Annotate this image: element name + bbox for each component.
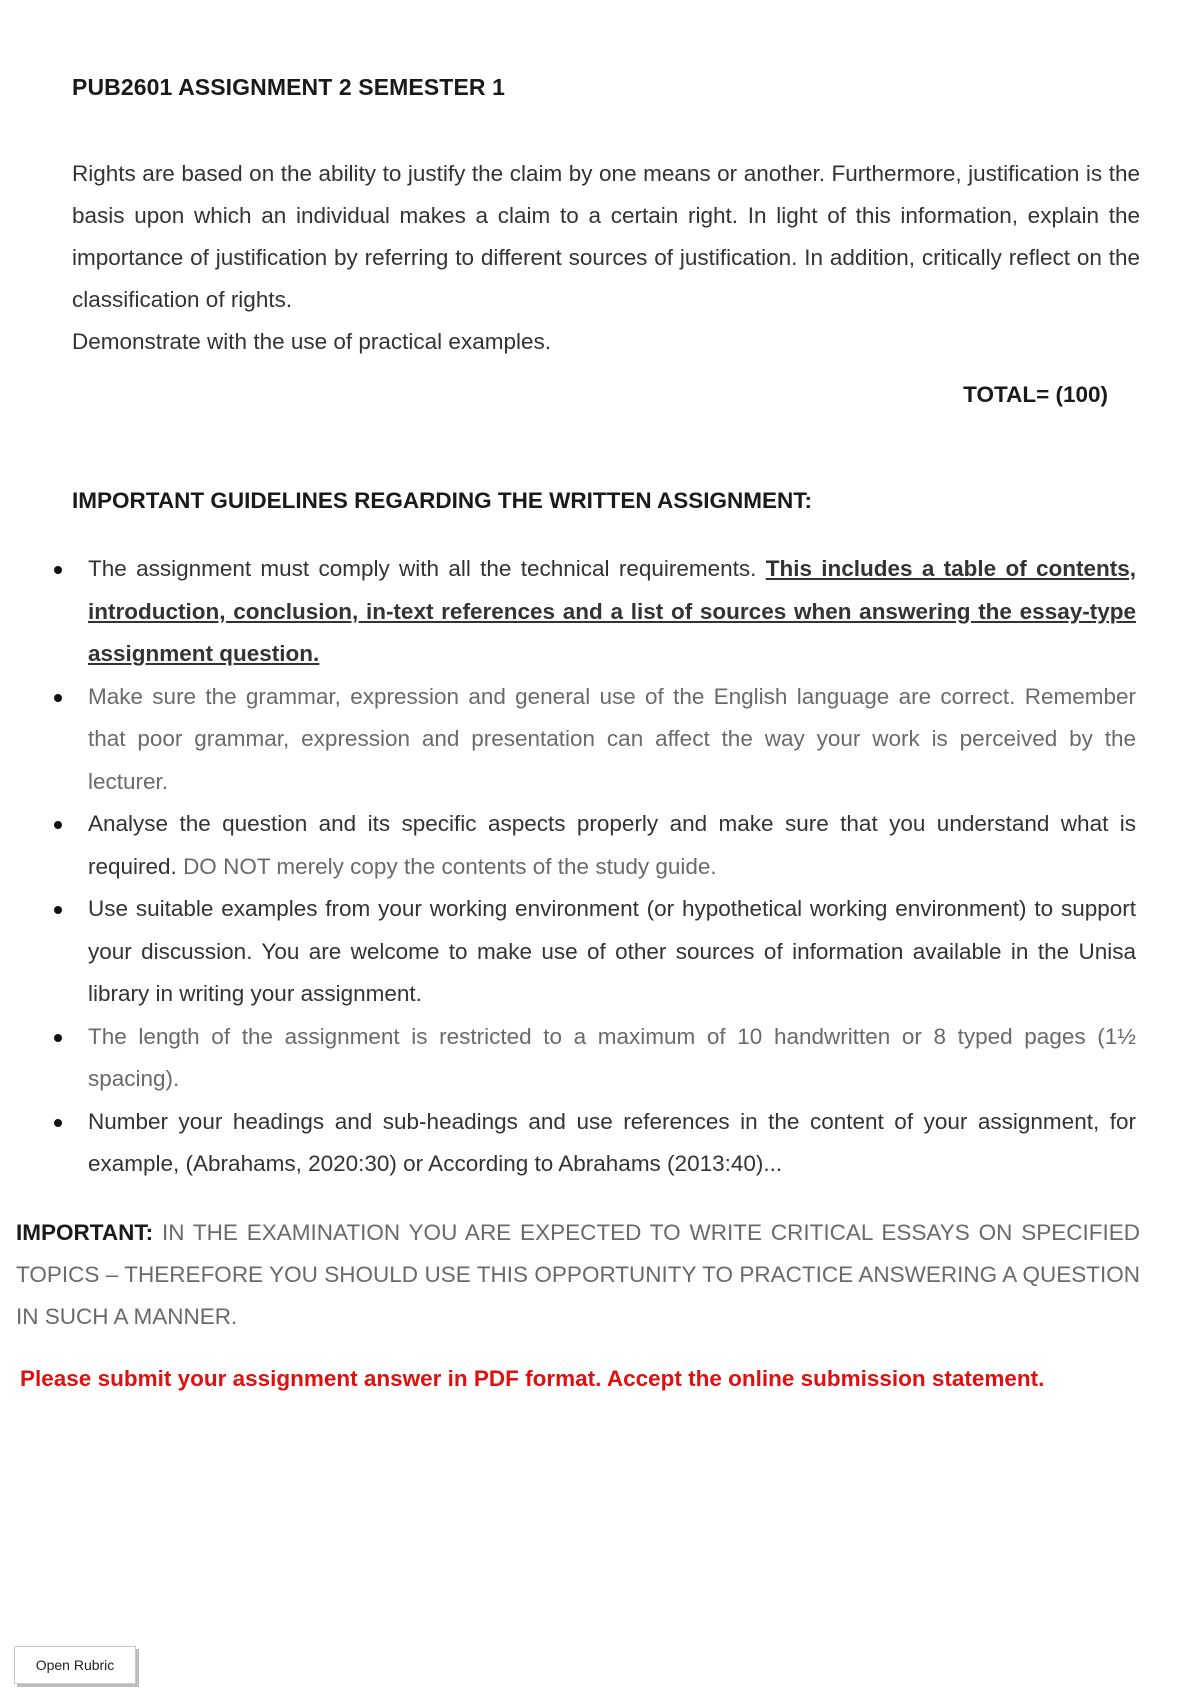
list-item — [88, 1016, 1136, 1101]
list-item — [88, 888, 1136, 1016]
list-item — [88, 548, 1136, 676]
list-item — [88, 676, 1136, 804]
guideline-emphasis: This includes a table of contents, introduction, conclusion, in-text references and a list of sources when answering the essay-type assignment question. — [88, 556, 1136, 666]
bullet-icon — [54, 1119, 62, 1127]
list-item — [88, 1101, 1136, 1186]
bullet-icon — [54, 906, 62, 914]
important-text: IN THE EXAMINATION YOU ARE EXPECTED TO WRITE CRITICAL ESSAYS ON SPECIFIED TOPICS – THEREFORE YOU SHOULD USE THIS OPPORTUNITY TO PRACTICE ANSWERING A QUESTION IN SUCH A MANNER. — [16, 1220, 1140, 1329]
question-paragraph: Rights are based on the ability to justify the claim by one means or another. Furthermore, justification is the basis upon which an individual makes a claim to a certain right. In light of this information, explain the importance of justification by referring to different sources of justification. In addition, critically reflect on the classification of rights. — [72, 161, 1140, 312]
bullet-icon — [54, 694, 62, 702]
guideline-text: The length of the assignment is restricted to a maximum of 10 handwritten or 8 typed pages (1½ spacing). — [88, 1023, 1136, 1091]
guideline-text: The assignment must comply with all the technical requirements. — [88, 556, 766, 581]
guidelines-heading: IMPORTANT GUIDELINES REGARDING THE WRITTEN ASSIGNMENT: — [72, 488, 812, 513]
guideline-text: Number your headings and sub-headings and use references in the content of your assignment, for example, (Abrahams, 2020:30) or According to Abrahams (2013:40)... — [88, 1108, 1136, 1176]
question-instruction: Demonstrate with the use of practical examples. — [72, 329, 551, 354]
exam-important-note — [16, 1212, 1140, 1338]
guideline-text: Make sure the grammar, expression and general use of the English language are correct. Remember that poor grammar, expression and presentation can affect the way your work is perceived by the lecturer. — [88, 683, 1136, 794]
bullet-icon — [54, 566, 62, 574]
important-label: IMPORTANT: — [16, 1220, 154, 1245]
guideline-muted-text: DO NOT merely copy the contents of the study guide. — [183, 853, 717, 879]
guideline-text: Analyse the question and its specific aspects properly and make sure that you understand what is required. — [88, 811, 1136, 879]
bullet-icon — [54, 1034, 62, 1042]
guideline-text: Use suitable examples from your working environment (or hypothetical working environment) to support your discussion. You are welcome to make use of other sources of information available in the Unisa library in writing your assignment. — [88, 896, 1136, 1006]
total-marks: TOTAL= (100) — [963, 382, 1108, 407]
guidelines-list — [88, 548, 1136, 1186]
page-title: PUB2601 ASSIGNMENT 2 SEMESTER 1 — [72, 74, 505, 100]
list-item — [88, 803, 1136, 888]
assignment-question — [72, 153, 1140, 363]
bullet-icon — [54, 821, 62, 829]
open-rubric-button[interactable]: Open Rubric — [14, 1646, 136, 1684]
submission-instruction: Please submit your assignment answer in PDF format. Accept the online submission statement. — [20, 1366, 1045, 1391]
